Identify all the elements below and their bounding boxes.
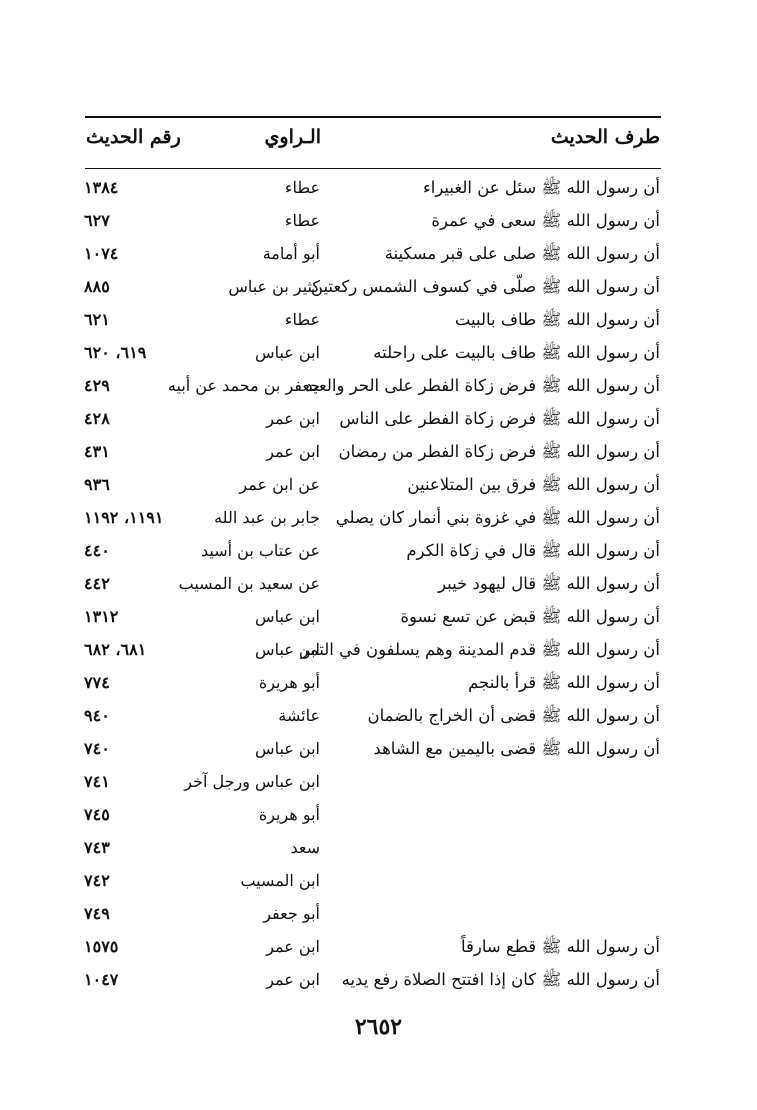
hadith-number: ٧٤٠ — [84, 739, 110, 758]
table-row — [0, 930, 757, 963]
hadith-text: أن رسول الله ﷺ سعى في عمرة — [431, 211, 660, 230]
narrator-name: عطاء — [284, 211, 320, 230]
narrator-name: جعفر بن محمد عن أبيه — [167, 376, 320, 395]
table-row — [0, 336, 757, 369]
hadith-number: ١٣٨٤ — [84, 178, 119, 197]
index-table — [0, 171, 757, 996]
hadith-text: أن رسول الله ﷺ كان إذا افتتح الصلاة رفع يديه — [341, 970, 660, 989]
top-rule — [85, 116, 661, 118]
hadith-number: ١٥٧٥ — [84, 937, 119, 956]
hadith-number: ٦٢٧ — [84, 211, 110, 230]
hadith-number: ٦٨١، ٦٨٢ — [84, 640, 147, 659]
narrator-name: ابن المسيب — [240, 871, 320, 890]
hadith-number: ٧٤٥ — [84, 805, 110, 824]
table-row — [0, 831, 757, 864]
hadith-number: ٩٣٦ — [84, 475, 110, 494]
hadith-number: ٦١٩، ٦٢٠ — [84, 343, 147, 362]
hadith-number: ٧٤٣ — [84, 838, 110, 857]
narrator-name: عن ابن عمر — [239, 475, 320, 494]
table-row — [0, 468, 757, 501]
hadith-text: أن رسول الله ﷺ قال في زكاة الكرم — [406, 541, 660, 560]
hadith-text: أن رسول الله ﷺ قضى باليمين مع الشاهد — [373, 739, 660, 758]
narrator-name: عن سعيد بن المسيب — [178, 574, 320, 593]
hadith-text: أن رسول الله ﷺ قضى أن الخراج بالضمان — [367, 706, 660, 725]
narrator-name: أبو هريرة — [258, 673, 320, 692]
narrator-name: ابن عباس — [255, 343, 320, 362]
table-row — [0, 204, 757, 237]
table-row — [0, 369, 757, 402]
hadith-text: أن رسول الله ﷺ في غزوة بني أنمار كان يصلي — [335, 508, 660, 527]
hadith-number: ٤٤٠ — [84, 541, 110, 560]
table-row — [0, 798, 757, 831]
hadith-text: أن رسول الله ﷺ قرأ بالنجم — [468, 673, 660, 692]
table-row — [0, 270, 757, 303]
hadith-number: ١٣١٢ — [84, 607, 119, 626]
table-row — [0, 864, 757, 897]
hadith-number: ٤٢٨ — [84, 409, 110, 428]
hadith-number: ٧٤٩ — [84, 904, 110, 923]
hadith-text: أن رسول الله ﷺ قال ليهود خيبر — [438, 574, 660, 593]
header-hadith: طرف الحديث — [550, 126, 660, 148]
table-row — [0, 534, 757, 567]
hadith-number: ٤٢٩ — [84, 376, 110, 395]
header-number: رقم الحديث — [86, 126, 181, 148]
narrator-name: أبو جعفر — [263, 904, 320, 923]
table-row — [0, 501, 757, 534]
table-row — [0, 303, 757, 336]
hadith-text: أن رسول الله ﷺ طاف بالبيت — [454, 310, 660, 329]
hadith-number: ٤٣١ — [84, 442, 110, 461]
hadith-text: أن رسول الله ﷺ فرض زكاة الفطر على الناس — [339, 409, 660, 428]
narrator-name: ابن عباس — [255, 607, 320, 626]
hadith-number: ٧٤٢ — [84, 871, 110, 890]
narrator-name: عطاء — [284, 310, 320, 329]
table-row — [0, 732, 757, 765]
narrator-name: أبو هريرة — [258, 805, 320, 824]
hadith-text: أن رسول الله ﷺ سئل عن الغبيراء — [422, 178, 660, 197]
table-row — [0, 237, 757, 270]
hadith-text: أن رسول الله ﷺ قطع سارقاً — [460, 937, 660, 956]
hadith-text: أن رسول الله ﷺ قدم المدينة وهم يسلفون في التمر — [300, 640, 660, 659]
narrator-name: عائشة — [278, 706, 320, 725]
narrator-name: كثير بن عباس — [228, 277, 320, 296]
table-row — [0, 171, 757, 204]
hadith-number: ٧٤١ — [84, 772, 110, 791]
table-row — [0, 963, 757, 996]
hadith-text: أن رسول الله ﷺ قبض عن تسع نسوة — [400, 607, 660, 626]
table-row — [0, 666, 757, 699]
table-row — [0, 633, 757, 666]
table-row — [0, 765, 757, 798]
narrator-name: جابر بن عبد الله — [214, 508, 320, 527]
hadith-text: أن رسول الله ﷺ صلى على قبر مسكينة — [384, 244, 660, 263]
narrator-name: عطاء — [284, 178, 320, 197]
hadith-number: ٧٧٤ — [84, 673, 110, 692]
header-narrator: الـراوي — [264, 126, 321, 148]
narrator-name: ابن عباس ورجل آخر — [184, 772, 320, 791]
hadith-number: ١٠٧٤ — [84, 244, 119, 263]
narrator-name: عن عتاب بن أسيد — [200, 541, 320, 560]
narrator-name: ابن عمر — [266, 442, 320, 461]
narrator-name: ابن عمر — [266, 970, 320, 989]
table-row — [0, 897, 757, 930]
hadith-number: ١٠٤٧ — [84, 970, 119, 989]
hadith-text: أن رسول الله ﷺ فرض زكاة الفطر من رمضان — [338, 442, 660, 461]
table-row — [0, 402, 757, 435]
narrator-name: ابن عمر — [266, 937, 320, 956]
hadith-number: ١١٩١، ١١٩٢ — [84, 508, 164, 527]
hadith-number: ٤٤٢ — [84, 574, 110, 593]
hadith-text: أن رسول الله ﷺ صلّى في كسوف الشمس ركعتين — [310, 277, 660, 296]
hadith-number: ٨٨٥ — [84, 277, 110, 296]
narrator-name: ابن عباس — [255, 640, 320, 659]
narrator-name: ابن عباس — [255, 739, 320, 758]
hadith-text: أن رسول الله ﷺ فرق بين المتلاعنين — [407, 475, 660, 494]
narrator-name: سعد — [290, 838, 320, 857]
table-row — [0, 600, 757, 633]
table-row — [0, 567, 757, 600]
narrator-name: ابن عمر — [266, 409, 320, 428]
table-row — [0, 435, 757, 468]
narrator-name: أبو أمامة — [262, 244, 320, 263]
hadith-text: أن رسول الله ﷺ طاف بالبيت على راحلته — [373, 343, 660, 362]
table-row — [0, 699, 757, 732]
header-rule — [85, 168, 661, 169]
hadith-number: ٦٢١ — [84, 310, 110, 329]
page-number: ٢٦٥٢ — [354, 1014, 403, 1040]
hadith-text: أن رسول الله ﷺ فرض زكاة الفطر على الحر والعبد — [305, 376, 660, 395]
hadith-number: ٩٤٠ — [84, 706, 110, 725]
